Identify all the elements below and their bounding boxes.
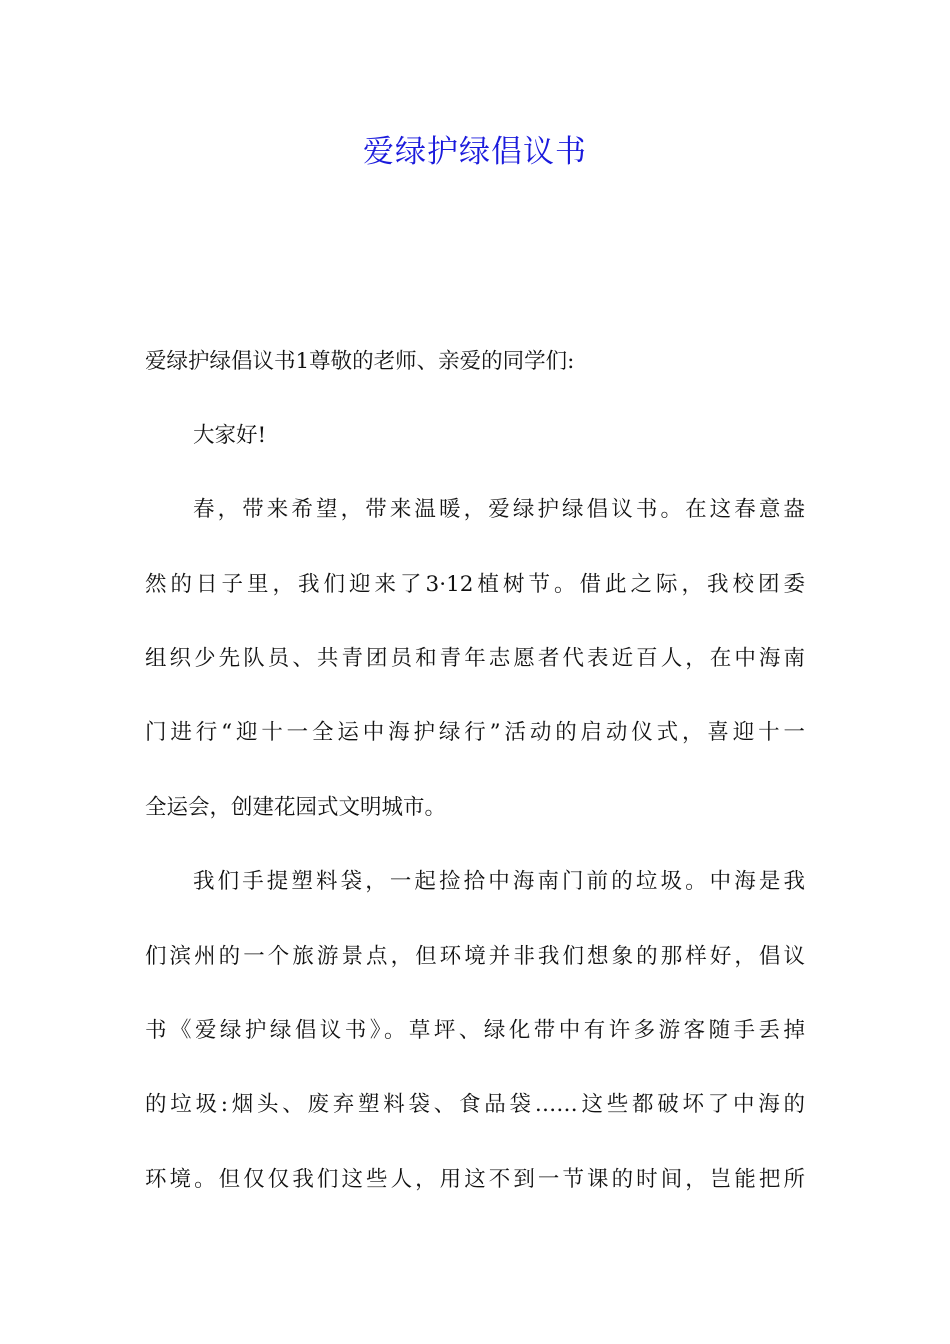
paragraph-2-line-2: 们滨州的一个旅游景点，但环境并非我们想象的那样好，倡议	[145, 944, 805, 969]
paragraph-1-line-2: 然的日子里，我们迎来了3·12植树节。借此之际，我校团委	[145, 572, 805, 597]
paragraph-2-line-1: 我们手提塑料袋，一起捡拾中海南门前的垃圾。中海是我	[193, 869, 805, 894]
paragraph-2-line-4: 的垃圾:烟头、废弃塑料袋、食品袋……这些都破坏了中海的	[145, 1092, 805, 1117]
paragraph-1-line-3: 组织少先队员、共青团员和青年志愿者代表近百人，在中海南	[145, 646, 805, 671]
paragraph-1-line-1: 春，带来希望，带来温暖，爱绿护绿倡议书。在这春意盎	[193, 497, 805, 522]
paragraph-1-line-4: 门进行“迎十一全运中海护绿行”活动的启动仪式，喜迎十一	[145, 720, 805, 745]
paragraph-1-line-5: 全运会，创建花园式文明城市。	[145, 795, 447, 820]
greeting-line: 大家好!	[193, 423, 267, 448]
paragraph-2-line-5: 环境。但仅仅我们这些人，用这不到一节课的时间，岂能把所	[145, 1167, 805, 1192]
paragraph-2-line-3: 书《爱绿护绿倡议书》。草坪、绿化带中有许多游客随手丢掉	[145, 1018, 805, 1043]
salutation-line: 爱绿护绿倡议书1尊敬的老师、亲爱的同学们:	[145, 349, 575, 374]
document-title: 爱绿护绿倡议书	[363, 134, 587, 170]
